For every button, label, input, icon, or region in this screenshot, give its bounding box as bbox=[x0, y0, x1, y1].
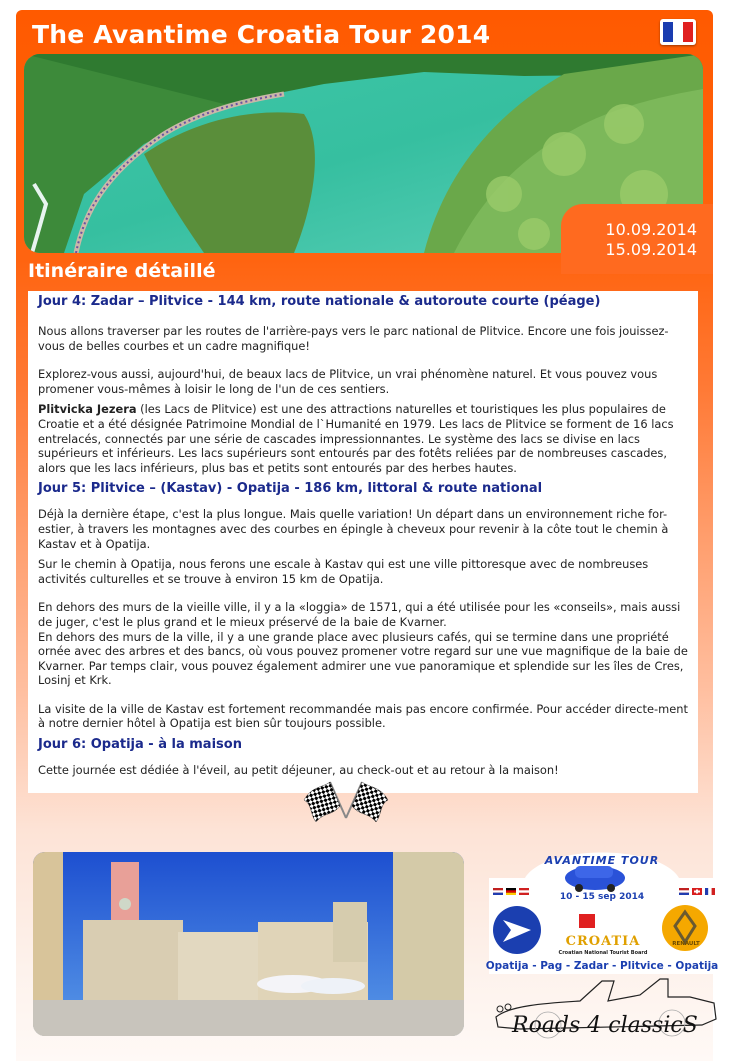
plitvicka-jezera-bold: Plitvicka Jezera bbox=[38, 402, 137, 417]
flag-france-icon[interactable] bbox=[660, 19, 696, 45]
itinerary-title: Itinéraire détaillé bbox=[28, 260, 216, 282]
badge-route: Opatija - Pag - Zadar - Plitvice - Opatija bbox=[485, 960, 719, 972]
page-title: The Avantime Croatia Tour 2014 bbox=[32, 20, 491, 49]
roads4classics-text: Roads 4 classicS bbox=[512, 1013, 698, 1038]
start-date: 10.09.2014 bbox=[605, 220, 697, 239]
day5-heading: Jour 5: Plitvice – (Kastav) - Opatija - 186 km, littoral & route national bbox=[38, 481, 543, 497]
roads4classics-logo bbox=[490, 975, 722, 1055]
checkered-flags-icon bbox=[302, 778, 390, 828]
tour-dates bbox=[605, 220, 697, 260]
renault-logo-text: RENAULT bbox=[672, 941, 700, 947]
badge-dates: 10 - 15 sep 2014 bbox=[559, 892, 645, 902]
croatia-logo-text: CROATIA bbox=[565, 934, 641, 949]
day4-paragraph-2: Explorez-vous aussi, aujourd'hui, de beaux lacs de Plitvice, un vrai phénomène naturel. Et vous pouvez vous promener vous-mêmes à loisir le long de l'un de ces sentiers. bbox=[38, 367, 658, 396]
itinerary-content bbox=[28, 291, 698, 793]
day4-paragraph-3-text: (les Lacs de Plitvice) est une des attractions naturelles et touristiques les plus populaires de Croatie et a été désignée Patrimoine Mondial de l`Humanité en 1979. Les lacs de Plitvice se forment de 16 lacs entrelacés, connectés par une série de cascades impressionnantes. Le système des lacs se divise en lacs supérieurs et inférieurs. Les lacs supérieurs sont entourés par des fotêts reliées par de nombreuses cascades, alors que les lacs inférieurs, plus bas et petits sont entourés par des herbes hautes. bbox=[38, 402, 674, 475]
day6-heading: Jour 6: Opatija - à la maison bbox=[38, 737, 242, 753]
day6-paragraph-1: Cette journée est dédiée à l'éveil, au petit déjeuner, au check-out et au retour à la maison! bbox=[38, 763, 559, 778]
day5-paragraph-4: En dehors des murs de la ville, il y a une grande place avec plusieurs cafés, qui se termine dans une propriété ornée avec des arbres et des bancs, où vous pouvez promener votre regard sur une vue magnifique de la baie de Kvarner. Par temps clair, vous pouvez également admirer une vue panoramique et splendide sur les îles de Cres, Losinj et Krk. bbox=[38, 629, 688, 688]
day4-heading: Jour 4: Zadar – Plitvice - 144 km, route nationale & autoroute courte (péage) bbox=[38, 294, 601, 309]
day5-paragraph-3: En dehors des murs de la vieille ville, il y a la «loggia» de 1571, qui a été utilisée pour les «conseils», mais aussi de juger, c'est le plus grand et le mieux préservé de la baie de Kvarner. bbox=[38, 600, 681, 629]
croatia-tourist-board: Croatian National Tourist Board bbox=[558, 950, 648, 956]
day5-paragraph-5: La visite de la ville de Kastav est fortement recommandée mais pas encore confirmée. Pour accéder directe-ment à notre dernier hôtel à Opatija est bien sûr toujours possible. bbox=[38, 701, 688, 731]
badge-title: AVANTIME TOUR bbox=[544, 854, 660, 867]
end-date: 15.09.2014 bbox=[605, 240, 697, 259]
avantime-tour-badge bbox=[485, 848, 719, 976]
zadar-square-photo bbox=[33, 852, 464, 1036]
day5-paragraph-2: Sur le chemin à Opatija, nous ferons une escale à Kastav qui est une ville pittoresque avec de nombreuses activités culturelles et se trouve à environ 15 km de Opatija. bbox=[38, 557, 649, 586]
day4-paragraph-3 bbox=[38, 402, 688, 475]
page-sheet bbox=[16, 10, 719, 1061]
day5-paragraph-1: Déjà la dernière étape, c'est la plus longue. Mais quelle variation! Un départ dans un environnement riche for-estier, à travers les montagnes avec des courbes en épingle à cheveux pour revenir à la côte tout le chemin à Kastav et à Opatija. bbox=[38, 507, 669, 551]
day4-paragraph-1: Nous allons traverser par les routes de l'arrière-pays vers le parc national de Plitvice. Encore une fois jouissez-vous de belles courbes et un cadre magnifique! bbox=[38, 324, 669, 353]
